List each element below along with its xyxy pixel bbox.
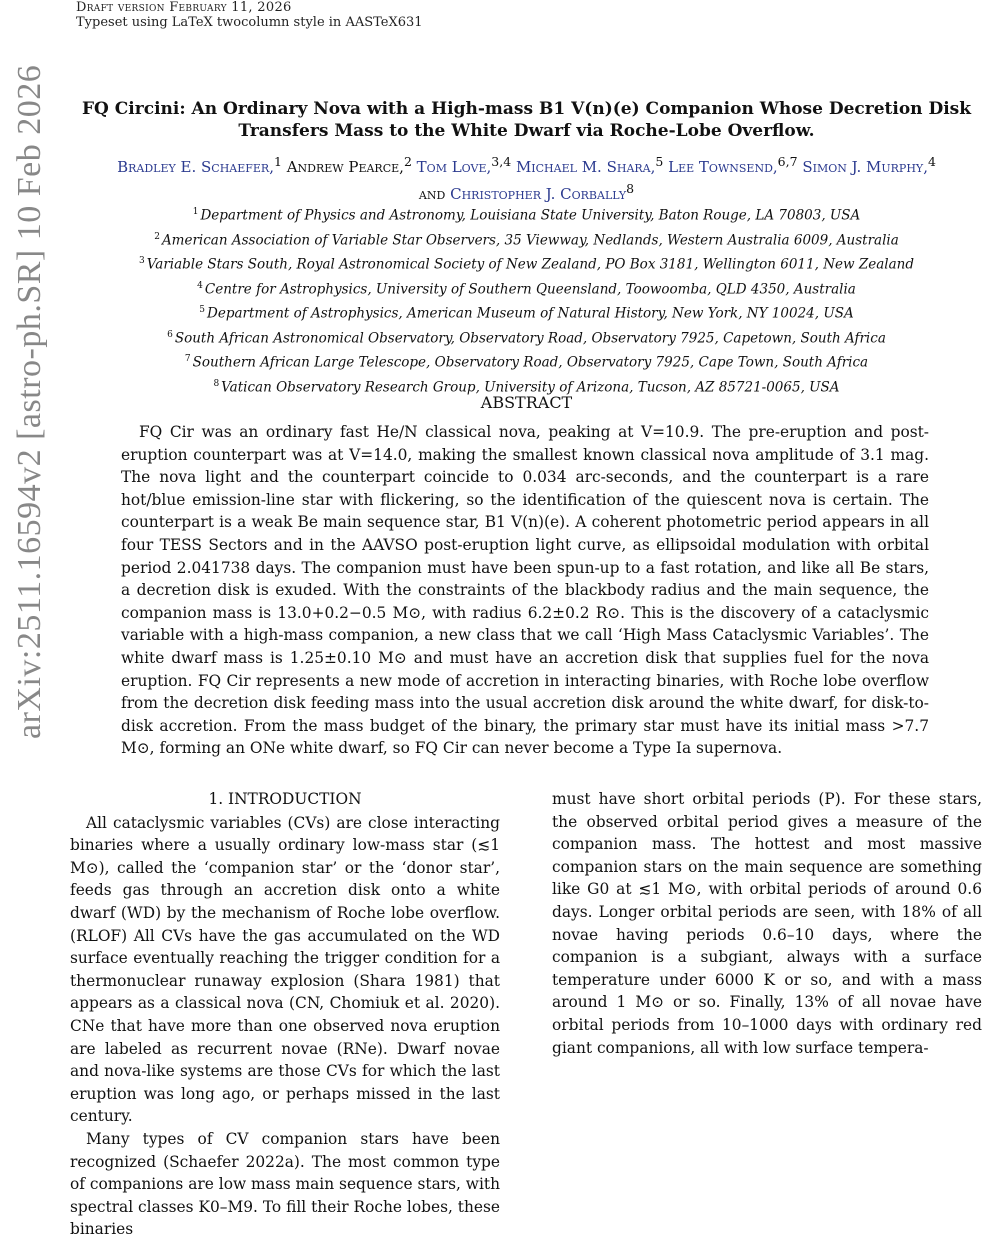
author-link[interactable]: Christopher J. Corbally xyxy=(450,185,627,203)
affiliation-item xyxy=(60,325,993,350)
author-sup: 6,7 xyxy=(777,154,798,169)
affiliation-text: South African Astronomical Observatory, Observatory Road, Observatory 7925, Capetown, South Africa xyxy=(174,330,886,346)
author-sup: 3,4 xyxy=(491,154,512,169)
arxiv-stamp[interactable]: arXiv:2511.16594v2 [astro-ph.SR] 10 Feb 2026 xyxy=(11,64,48,739)
author-sup: 8 xyxy=(626,181,635,196)
affiliation-text: Centre for Astrophysics, University of Southern Queensland, Toowoomba, QLD 4350, Australia xyxy=(204,281,856,297)
section-heading: 1. INTRODUCTION xyxy=(208,790,362,808)
abstract-text: FQ Cir was an ordinary fast He/N classical nova, peaking at V=10.9. The pre-eruption and post-eruption counterpart was at V=14.0, making the smallest known classical nova amplitude of 3.1 mag. The nova light and the counterpart coincide to 0.034 arc-seconds, and the counterpart is a rare hot/blue emission-line star with flickering, so the identification of the quiescent nova is certain. The counterpart is a weak Be main sequence star, B1 V(n)(e). A coherent photometric period appears in all four TESS Sectors and in the AAVSO post-eruption light curve, as ellipsoidal modulation with orbital period 2.041738 days. The companion must have been spun-up to a fast rotation, and like all Be stars, a decretion disk is exuded. With the constraints of the blackbody radius and the main sequence, the companion mass is 13.0+0.2−0.5 M⊙, with radius 6.2±0.2 R⊙. This is the discovery of a cataclysmic variable with a high-mass companion, a new class that we call ‘High Mass Cataclysmic Variables’. The white dwarf mass is 1.25±0.10 M⊙ and must have an accretion disk that supplies fuel for the nova eruption. FQ Cir represents a new mode of accretion in interacting binaries, with Roche lobe overflow from the decretion disk feeding mass into the usual accretion disk around the white dwarf, for disk-to-disk accretion. From the mass budget of the binary, the primary star must have its initial mass >7.7 M⊙, forming an ONe white dwarf, so FQ Cir can never become a Type Ia supernova. xyxy=(121,423,929,758)
author-sup: 5 xyxy=(655,154,664,169)
draft-version: Draft version February 11, 2026 xyxy=(76,0,292,15)
author-link[interactable]: Lee Townsend, xyxy=(668,158,778,176)
intro-paragraph-3: must have short orbital periods (P). For these stars, the observed orbital period gives a measure of the companion mass. The hottest and most massive companion stars on the main sequence are something like G0 at ≲1 M⊙, with orbital periods of around 0.6 days. Longer orbital periods are seen, with 18% of all novae having periods 0.6–10 days, where the companion is a subgiant, always with a surface temperature under 6000 K or so, and with a mass around 1 M⊙ or so. Finally, 13% of all novae have orbital periods from 10–1000 days with ordinary red giant companions, all with low surface tempera- xyxy=(552,790,982,1057)
affiliation-text: Department of Astrophysics, American Museum of Natural History, New York, NY 10024, USA xyxy=(207,305,854,322)
author-link[interactable]: Bradley E. Schaefer, xyxy=(117,158,274,176)
author-link[interactable]: Michael M. Shara, xyxy=(515,158,656,176)
abstract-heading: ABSTRACT xyxy=(480,393,573,412)
author-and: and xyxy=(418,185,446,203)
right-column xyxy=(552,788,982,1059)
typeset-note: Typeset using LaTeX twocolumn style in AASTeX631 xyxy=(76,15,423,30)
affiliation-number: 5 xyxy=(199,305,206,315)
affiliation-number: 8 xyxy=(213,378,220,389)
author-name: Andrew Pearce, xyxy=(286,158,404,176)
running-header xyxy=(76,0,423,30)
affiliation-number: 7 xyxy=(184,354,191,364)
left-column xyxy=(70,788,500,1241)
affiliation-number: 4 xyxy=(197,280,203,291)
paper-title: FQ Circini: An Ordinary Nova with a High-mass B1 V(n)(e) Companion Whose Decretion Disk Transfers Mass to the White Dwarf via Roche-Lobe Overflow. xyxy=(81,99,972,141)
affiliation-number: 2 xyxy=(154,231,160,242)
author-link[interactable]: Simon J. Murphy, xyxy=(802,158,928,176)
author-sup: 4 xyxy=(927,154,936,169)
affiliation-number: 6 xyxy=(167,329,173,340)
affiliation-text: Department of Physics and Astronomy, Louisiana State University, Baton Rouge, LA 70803, USA xyxy=(200,207,861,224)
affiliation-number: 3 xyxy=(139,256,145,266)
author-link[interactable]: Tom Love, xyxy=(416,158,492,176)
affiliation-text: Variable Stars South, Royal Astronomical Society of New Zealand, PO Box 3181, Wellington 6011, New Zealand xyxy=(146,256,914,273)
affiliation-text: Vatican Observatory Research Group, University of Arizona, Tucson, AZ 85721-0065, USA xyxy=(221,379,840,395)
author-sup: 2 xyxy=(403,154,412,169)
affiliation-item xyxy=(60,251,993,276)
author-sup: 1 xyxy=(273,154,282,169)
author-list xyxy=(60,151,993,205)
affiliations xyxy=(60,202,993,398)
affiliation-item xyxy=(60,349,993,374)
affiliation-item xyxy=(60,227,993,252)
affiliation-text: American Association of Variable Star Observers, 35 Viewway, Nedlands, Western Australia 6009, Australia xyxy=(161,232,899,248)
affiliation-item xyxy=(60,300,993,325)
affiliation-text: Southern African Large Telescope, Observatory Road, Observatory 7925, Cape Town, South Africa xyxy=(192,354,869,371)
intro-paragraph-1: All cataclysmic variables (CVs) are close interacting binaries where a usually ordinary low-mass star (≲1 M⊙), called the ‘companion star’ or the ‘donor star’, feeds gas through an accretion disk onto a white dwarf (WD) by the mechanism of Roche lobe overflow. (RLOF) All CVs have the gas accumulated on the WD surface eventually reaching the trigger condition for a thermonuclear runaway explosion (Shara 1981) that appears as a classical nova (CN, Chomiuk et al. 2020). CNe that have more than one observed nova eruption are labeled as recurrent novae (RNe). Dwarf novae and nova-like systems are those CVs for which the last eruption was long ago, or perhaps missed in the last century. xyxy=(70,813,500,1126)
affiliation-item xyxy=(60,276,993,301)
intro-paragraph-2: Many types of CV companion stars have been recognized (Schaefer 2022a). The most common type of companions are low mass main sequence stars, with spectral classes K0–M9. To fill their Roche lobes, these binaries xyxy=(70,1129,500,1239)
affiliation-number: 1 xyxy=(192,207,199,217)
affiliation-item xyxy=(60,202,993,227)
